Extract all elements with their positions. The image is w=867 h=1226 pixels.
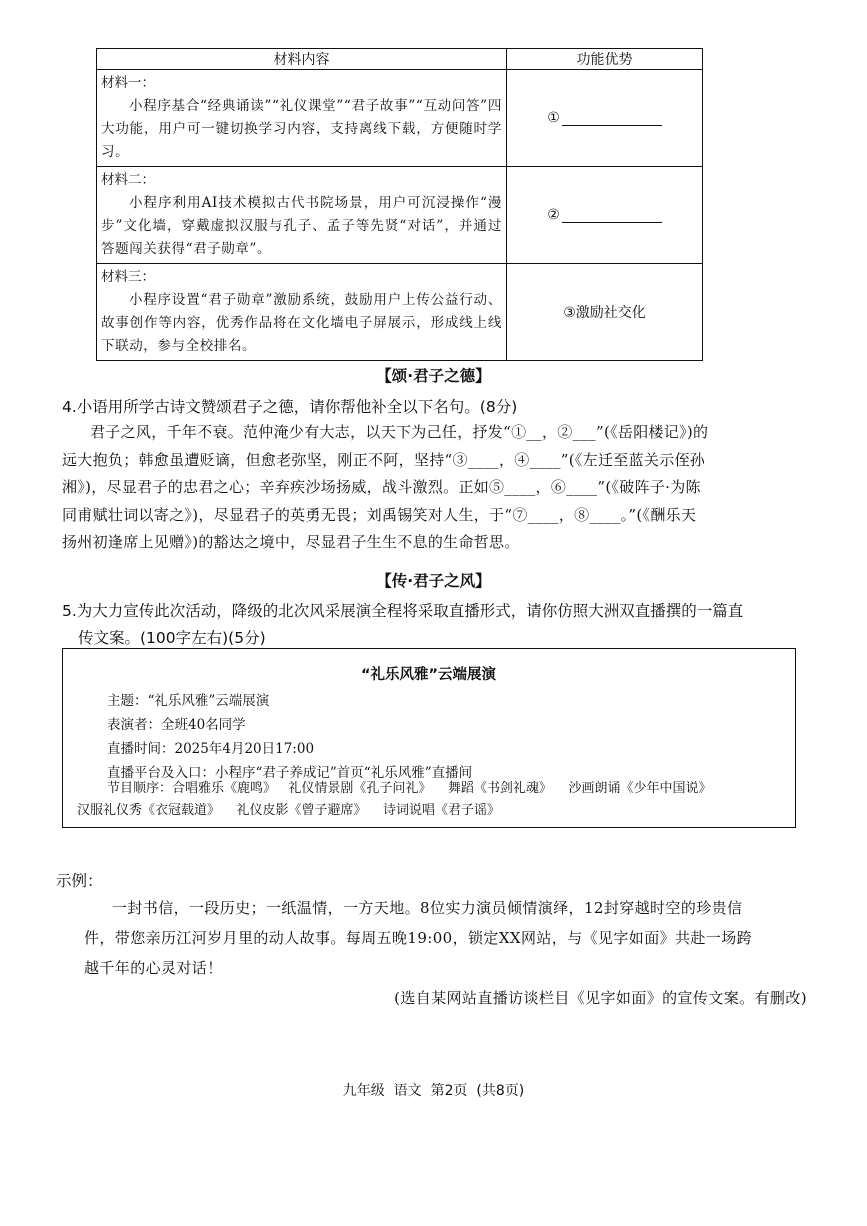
event-info-box <box>62 648 796 828</box>
passage-line: 湘》)，尽显君子的忠君之心；辛弃疾沙场扬威，战斗激烈。正如⑤____，⑥____”(《破阵子·为陈 <box>62 478 701 496</box>
example-label: 示例： <box>56 872 103 890</box>
material-label: 材料三： <box>101 269 155 285</box>
function-item: ③激励社交化 <box>563 305 646 321</box>
material-text: 小程序基合“经典诵读”“礼仪课堂”“君子故事”“互动问答”四大功能，用户可一键切换学习内容，支持离线下载，方便随时学习。 <box>101 98 502 160</box>
table-header-content: 材料内容 <box>97 49 507 70</box>
question-4: 4.小语用所学古诗文赞颂君子之德，请你帮他补全以下名句。(8分) <box>62 398 518 416</box>
event-title: “礼乐风雅”云端展演 <box>360 667 497 683</box>
table-header-function: 功能优势 <box>507 49 703 70</box>
table-row <box>97 70 703 167</box>
section-heading-spread: 【传·君子之风】 <box>376 572 491 590</box>
function-item: ① <box>547 110 662 126</box>
passage-line: 同甫赋壮词以寄之》)，尽显君子的英勇无畏；刘禹锡笑对人生，于“⑦____，⑧____。”(《酬乐天 <box>62 505 697 524</box>
passage-line: 远大抱负；韩愈虽遭贬谪，但愈老弥坚，刚正不阿，坚持“③____，④____”(《左迁至蓝关示侄孙 <box>62 450 706 469</box>
answer-blank[interactable] <box>562 111 662 126</box>
table-row <box>97 264 703 361</box>
passage-line: 扬州初逢席上见赠》)的豁达之境中，尽显君子生生不息的生命哲思。 <box>62 533 520 551</box>
example-text <box>84 893 804 983</box>
example-source: (选自某网站直播访谈栏目《见字如面》的宣传文案。有删改) <box>394 989 807 1007</box>
event-program-line1: 节目顺序：合唱雅乐《鹿鸣》 礼仪情景剧《孔子问礼》 舞蹈《书剑礼魂》 沙画朗诵《少年中国说》 <box>107 781 712 796</box>
table-row <box>97 167 703 264</box>
function-item: ② <box>547 207 662 223</box>
example-line: 一封书信，一段历史；一纸温情，一方天地。8位实力演员倾情演绎，12封穿越时空的珍贵信 <box>112 899 743 917</box>
page-footer: 九年级 语文 第2页 (共8页) <box>342 1083 525 1099</box>
question-4-passage <box>62 419 812 557</box>
event-program-line2: 汉服礼仪秀《衣冠载道》 礼仪皮影《曾子避席》 诗词说唱《君子谣》 <box>77 803 501 818</box>
event-platform: 直播平台及入口：小程序“君子养成记”首页“礼乐风雅”直播间 <box>107 765 473 781</box>
material-label: 材料二： <box>101 172 155 188</box>
material-label: 材料一： <box>101 75 155 91</box>
question-5-line1: 5.为大力宣传此次活动，降级的北次风采展演全程将采取直播形式，请你仿照大洲双直播撰的一篇直 <box>62 602 744 620</box>
material-text: 小程序设置“君子勋章”激励系统，鼓励用户上传公益行动、故事创作等内容，优秀作品将在文化墙电子屏展示，形成线上线下联动，参与全校排名。 <box>101 292 502 354</box>
question-5-line2: 传文案。(100字左右)(5分) <box>78 629 266 647</box>
event-time: 直播时间：2025年4月20日17:00 <box>107 741 315 757</box>
material-text: 小程序利用AI技术模拟古代书院场景，用户可沉浸操作“漫步”文化墙，穿戴虚拟汉服与孔子、孟子等先贤“对话”，并通过答题闯关获得“君子勋章”。 <box>101 195 502 257</box>
materials-table <box>96 48 703 361</box>
passage-line: 君子之风，千年不衰。范仲淹少有大志，以天下为己任，抒发“①__，②___”(《岳阳楼记》)的 <box>90 423 709 441</box>
event-theme: 主题：“礼乐风雅”云端展演 <box>107 693 270 709</box>
example-line: 件，带您亲历江河岁月里的动人故事。每周五晚19:00，锁定XX网站，与《见字如面》共赴一场跨 <box>84 929 752 947</box>
event-performers: 表演者：全班40名同学 <box>107 717 246 733</box>
example-line: 越千年的心灵对话！ <box>84 959 223 977</box>
section-heading-virtue: 【颂·君子之德】 <box>376 367 491 385</box>
answer-blank[interactable] <box>562 208 662 223</box>
